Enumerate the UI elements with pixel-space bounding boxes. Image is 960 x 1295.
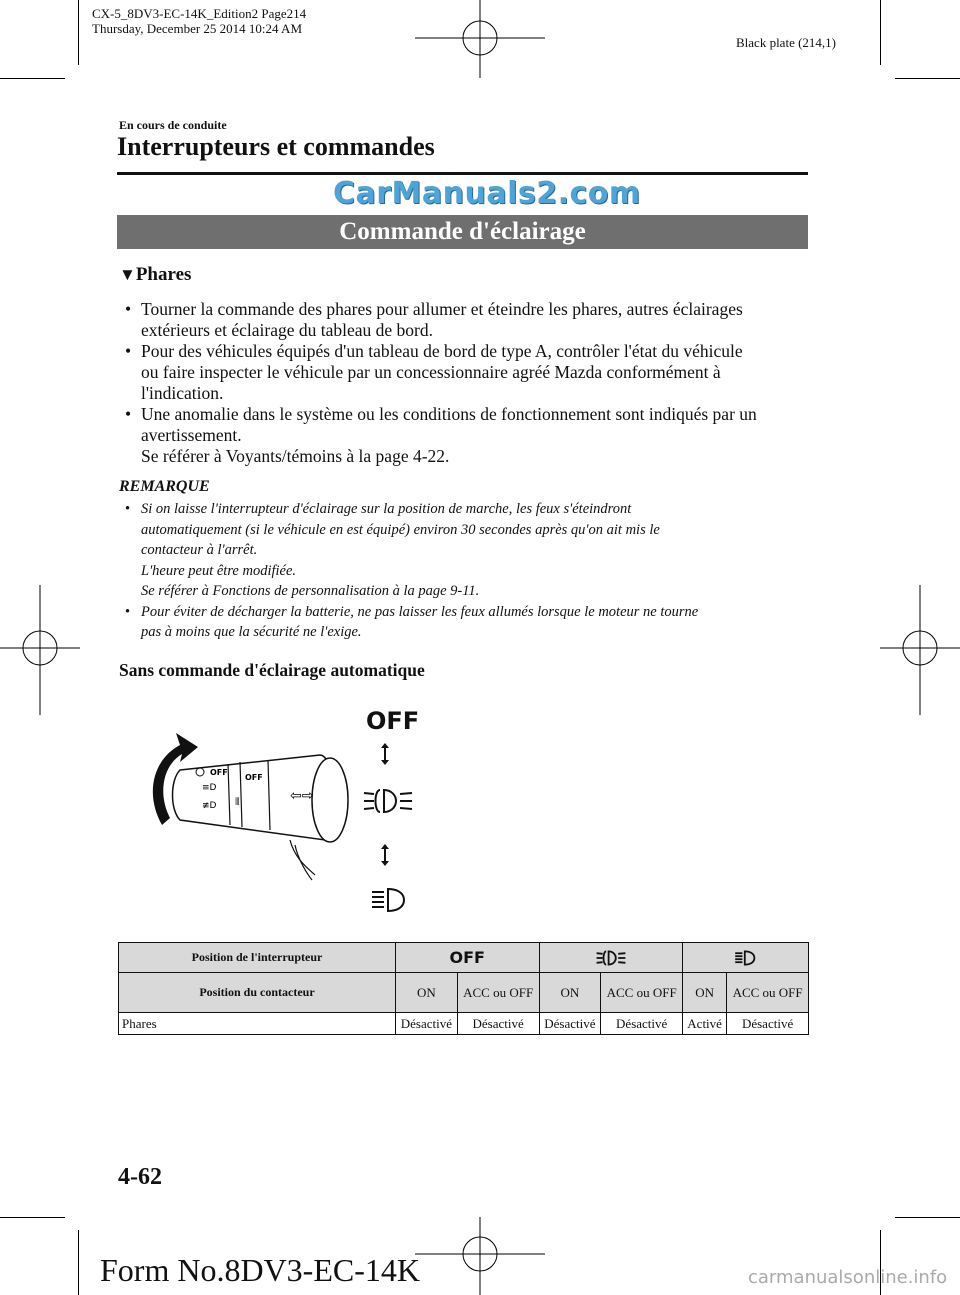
double-arrow-icon <box>378 742 392 766</box>
bullet-item <box>119 404 809 467</box>
bullet-line: ou faire inspecter le véhicule par un concessionnaire agréé Mazda conformément à <box>141 362 721 382</box>
table-cell: Activé <box>683 1013 727 1035</box>
table-row-header: Position de l'interrupteur <box>119 943 396 973</box>
svg-text:⇦⇨: ⇦⇨ <box>290 788 314 804</box>
table-row-header: Position du contacteur <box>119 973 396 1013</box>
note-item <box>119 499 809 602</box>
table-cell-off <box>396 943 540 973</box>
table-cell-headlight <box>683 943 809 973</box>
print-header-date: Thursday, December 25 2014 10:24 AM <box>92 21 303 36</box>
triangle-down-icon: ▼ <box>119 265 136 284</box>
note-title: REMARQUE <box>119 478 210 495</box>
crop-mark <box>78 0 79 65</box>
table-cell: ACC ou OFF <box>727 973 809 1013</box>
bullet-line: extérieurs et éclairage du tableau de bord. <box>141 320 434 340</box>
subhead-phares <box>119 264 191 286</box>
svg-text:⦀: ⦀ <box>235 797 240 808</box>
table-cell: ACC ou OFF <box>601 973 683 1013</box>
table-cell: Désactivé <box>539 1013 601 1035</box>
table-cell: Désactivé <box>601 1013 683 1035</box>
parking-lights-icon <box>362 786 414 816</box>
subhead-text: Phares <box>135 264 192 285</box>
crop-mark <box>895 78 960 79</box>
bullet-line: • Pour des véhicules équipés d'un tableau de bord de type A, contrôler l'état du véhicule <box>141 341 743 361</box>
bullet-line: • Une anomalie dans le système ou les conditions de fonctionnement sont indiqués par un <box>141 404 757 424</box>
note-line: pas à moins que la sécurité ne l'exige. <box>141 624 362 640</box>
table-cell: ON <box>396 973 458 1013</box>
bullet-line: avertissement. <box>141 425 242 445</box>
svg-text:≡D: ≡D <box>202 783 217 793</box>
section-label: En cours de conduite <box>119 118 227 132</box>
bullet-line: Se référer à Voyants/témoins à la page 4-22. <box>141 446 450 466</box>
section-banner <box>117 215 808 249</box>
table-cell: Désactivé <box>396 1013 458 1035</box>
table-row <box>119 943 809 973</box>
parking-lights-icon <box>594 949 628 967</box>
headlight-icon <box>370 885 410 915</box>
section-banner-title: Commande d'éclairage <box>339 218 586 245</box>
table-cell: Désactivé <box>457 1013 539 1035</box>
bullet-item <box>119 299 809 341</box>
note-list <box>119 499 809 643</box>
headlight-icon <box>733 949 759 967</box>
registration-mark-right <box>880 585 960 715</box>
watermark-logo: CarManuals2.com <box>333 176 641 211</box>
table-cell-parking <box>539 943 683 973</box>
crop-mark <box>880 0 881 65</box>
switch-position-table <box>118 942 809 1035</box>
double-arrow-icon <box>378 843 392 867</box>
bullet-line: l'indication. <box>141 383 224 403</box>
off-position-label: OFF <box>366 707 420 735</box>
plate-label: Black plate (214,1) <box>736 35 836 50</box>
table-row <box>119 973 809 1013</box>
note-line: automatiquement (si le véhicule en est équipé) environ 30 secondes après qu'on ait mis le <box>141 521 660 538</box>
lever-off-label: OFF <box>245 773 263 782</box>
title-rule <box>117 172 808 175</box>
table-cell: ON <box>683 973 727 1013</box>
registration-mark-left <box>0 585 80 715</box>
bullet-item <box>119 341 809 404</box>
note-line: • Pour éviter de décharger la batterie, ne pas laisser les feux allumés lorsque le moteur ne tourne <box>141 603 699 620</box>
lever-off-label: OFF <box>210 768 228 777</box>
note-line: contacteur à l'arrêt. <box>141 542 258 558</box>
note-line: L'heure peut être modifiée. <box>141 562 297 579</box>
crop-mark <box>895 1217 960 1218</box>
table-row <box>119 1013 809 1035</box>
print-header <box>92 6 306 36</box>
form-number: Form No.8DV3-EC-14K <box>100 1252 420 1288</box>
table-cell: ON <box>539 973 601 1013</box>
crop-mark <box>0 78 65 79</box>
registration-mark-top <box>415 0 545 80</box>
note-item <box>119 602 809 643</box>
table-cell: Désactivé <box>727 1013 809 1035</box>
page-number: 4-62 <box>118 1164 162 1190</box>
crop-mark <box>0 1217 65 1218</box>
bullet-line: • Tourner la commande des phares pour allumer et éteindre les phares, autres éclairages <box>141 299 743 319</box>
note-line: • Si on laisse l'interrupteur d'éclairage sur la position de marche, les feux s'éteindront <box>141 501 632 517</box>
print-header-file: CX-5_8DV3-EC-14K_Edition2 Page214 <box>92 6 307 21</box>
svg-text:≢D: ≢D <box>202 801 217 811</box>
off-label: OFF <box>449 948 485 967</box>
subsection-title: Sans commande d'éclairage automatique <box>119 660 425 680</box>
table-row-header: Phares <box>119 1013 396 1035</box>
table-cell: ACC ou OFF <box>457 973 539 1013</box>
crop-mark <box>78 1230 79 1295</box>
note-line: Se référer à Fonctions de personnalisation à la page 9-11. <box>141 583 480 599</box>
bullet-list <box>119 299 809 467</box>
registration-mark-bottom <box>415 1217 545 1295</box>
site-watermark: carmanualsonline.info <box>748 1267 948 1288</box>
page-title: Interrupteurs et commandes <box>117 132 435 161</box>
